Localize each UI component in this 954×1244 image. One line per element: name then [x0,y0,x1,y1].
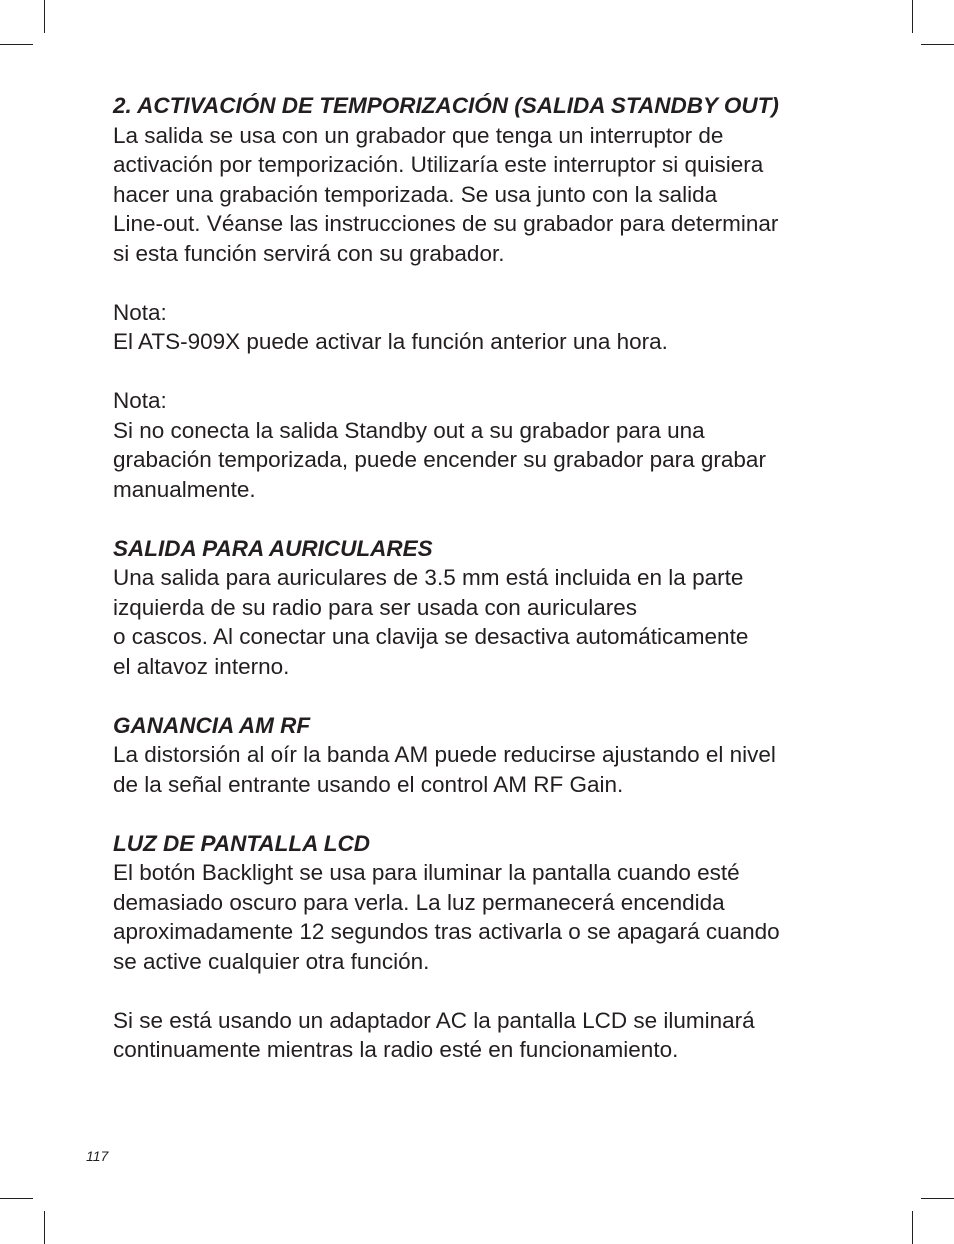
paragraph-gap [113,681,853,711]
body-line: La distorsión al oír la banda AM puede reducirse ajustando el nivel [113,742,776,767]
body-line: el altavoz interno. [113,653,290,679]
body-line: Si se está usando un adaptador AC la pantalla LCD se iluminará [113,1007,755,1033]
section-heading: 2. ACTIVACIÓN DE TEMPORIZACIÓN (SALIDA STANDBY OUT) [113,93,779,118]
body-line: hacer una grabación temporizada. Se usa junto con la salida [113,181,718,207]
paragraph-ac-adapter [113,1006,853,1065]
crop-mark-top-left-horizontal [0,44,33,45]
body-line: o cascos. Al conectar una clavija se desactiva automáticamente [113,624,749,649]
body-line: activación por temporización. Utilizaría este interruptor si quisiera [113,152,764,177]
body-line: grabación temporizada, puede encender su grabador para grabar [113,447,766,472]
page-number: 117 [86,1148,109,1164]
paragraph-gap [113,268,853,298]
body-line: de la señal entrante usando el control AM RF Gain. [113,771,624,797]
paragraph-gap [113,976,853,1006]
note-one [113,298,853,357]
note-two [113,386,853,504]
section-heading: LUZ DE PANTALLA LCD [113,830,371,856]
body-line: izquierda de su radio para ser usada con auriculares [113,594,638,620]
paragraph-gap [113,504,853,534]
section-lcd-backlight [113,829,853,977]
body-line: si esta función servirá con su grabador. [113,240,505,266]
crop-mark-bottom-left-vertical [44,1211,45,1244]
crop-mark-top-right-vertical [912,0,913,33]
note-label: Nota: [113,299,167,325]
crop-mark-bottom-right-horizontal [921,1198,954,1199]
body-line: El ATS-909X puede activar la función anterior una hora. [113,329,668,354]
section-headphones [113,534,853,682]
body-line: se active cualquier otra función. [113,948,430,974]
page-content [113,91,853,1065]
section-heading: GANANCIA AM RF [113,712,311,738]
note-label: Nota: [113,388,167,413]
body-line: continuamente mientras la radio esté en funcionamiento. [113,1037,679,1062]
crop-mark-bottom-left-horizontal [0,1198,33,1199]
body-line: demasiado oscuro para verla. La luz permanecerá encendida [113,889,725,915]
body-line: aproximadamente 12 segundos tras activarla o se apagará cuando [113,919,780,944]
body-line: La salida se usa con un grabador que tenga un interruptor de [113,122,724,148]
paragraph-gap [113,799,853,829]
body-line: Line-out. Véanse las instrucciones de su grabador para determinar [113,211,779,236]
body-line: manualmente. [113,476,256,502]
body-line: Una salida para auriculares de 3.5 mm está incluida en la parte [113,565,744,590]
section-standby-out [113,91,853,268]
body-line: El botón Backlight se usa para iluminar la pantalla cuando esté [113,860,740,885]
crop-mark-top-left-vertical [44,0,45,33]
crop-mark-top-right-horizontal [921,44,954,45]
paragraph-gap [113,357,853,387]
section-heading: SALIDA PARA AURICULARES [113,535,433,561]
crop-mark-bottom-right-vertical [912,1211,913,1244]
section-am-rf-gain [113,711,853,800]
body-line: Si no conecta la salida Standby out a su grabador para una [113,417,705,443]
